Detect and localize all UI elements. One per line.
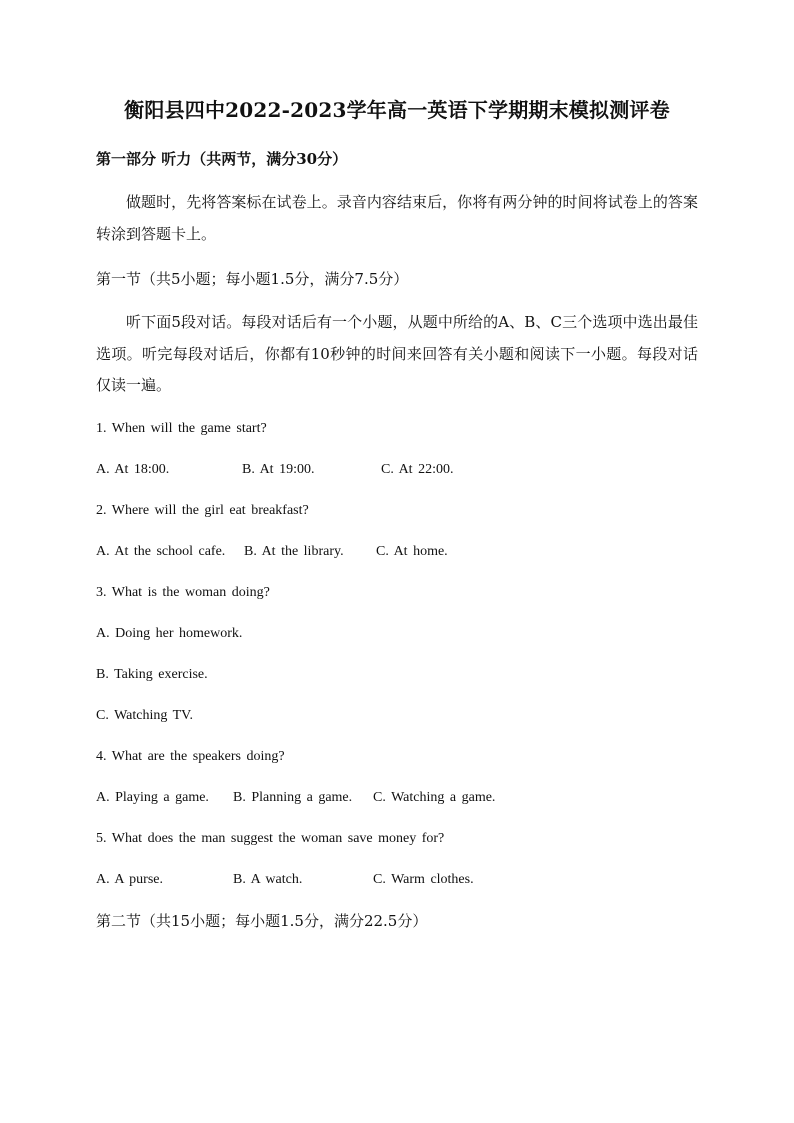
question-2-option-c: C. At home. [376, 544, 448, 559]
question-1-option-c: C. At 22:00. [381, 462, 454, 477]
question-3-option-c: C. Watching TV. [96, 708, 193, 723]
section1-instruction: 听下面5段对话。每段对话后有一个小题，从题中所给的A、B、C三个选项中选出最佳选项。听完每段对话后，你都有10秒钟的时间来回答有关小题和阅读下一小题。每段对话仅读一遍。 [96, 313, 698, 394]
question-3-stem: 3. What is the woman doing? [96, 585, 270, 600]
question-5-option-c: C. Warm clothes. [373, 872, 474, 887]
exam-title: 衡阳县四中2022-2023学年高一英语下学期期末模拟测评卷 [124, 98, 670, 122]
part1-heading: 第一部分 听力（共两节，满分30分） [96, 150, 348, 168]
question-2-stem: 2. Where will the girl eat breakfast? [96, 503, 309, 518]
question-4-option-b: B. Planning a game. [233, 790, 353, 805]
question-5-stem: 5. What does the man suggest the woman save money for? [96, 831, 445, 846]
question-1-stem: 1. When will the game start? [96, 421, 267, 436]
question-1-option-b: B. At 19:00. [242, 462, 315, 477]
section2-heading: 第二节（共15小题；每小题1.5分，满分22.5分） [96, 912, 428, 930]
question-2-option-a: A. At the school cafe. [96, 544, 226, 559]
question-2-option-b: B. At the library. [244, 544, 344, 559]
question-4-option-a: A. Playing a game. [96, 790, 209, 805]
part1-instruction: 做题时，先将答案标在试卷上。录音内容结束后，你将有两分钟的时间将试卷上的答案转涂到答题卡上。 [96, 193, 698, 243]
question-5-option-a: A. A purse. [96, 872, 163, 887]
question-1-option-a: A. At 18:00. [96, 462, 170, 477]
question-3-option-a: A. Doing her homework. [96, 626, 243, 641]
question-4-option-c: C. Watching a game. [373, 790, 496, 805]
question-5-option-b: B. A watch. [233, 872, 303, 887]
question-3-option-b: B. Taking exercise. [96, 667, 208, 682]
question-4-stem: 4. What are the speakers doing? [96, 749, 285, 764]
section1-heading: 第一节（共5小题；每小题1.5分，满分7.5分） [96, 270, 409, 288]
